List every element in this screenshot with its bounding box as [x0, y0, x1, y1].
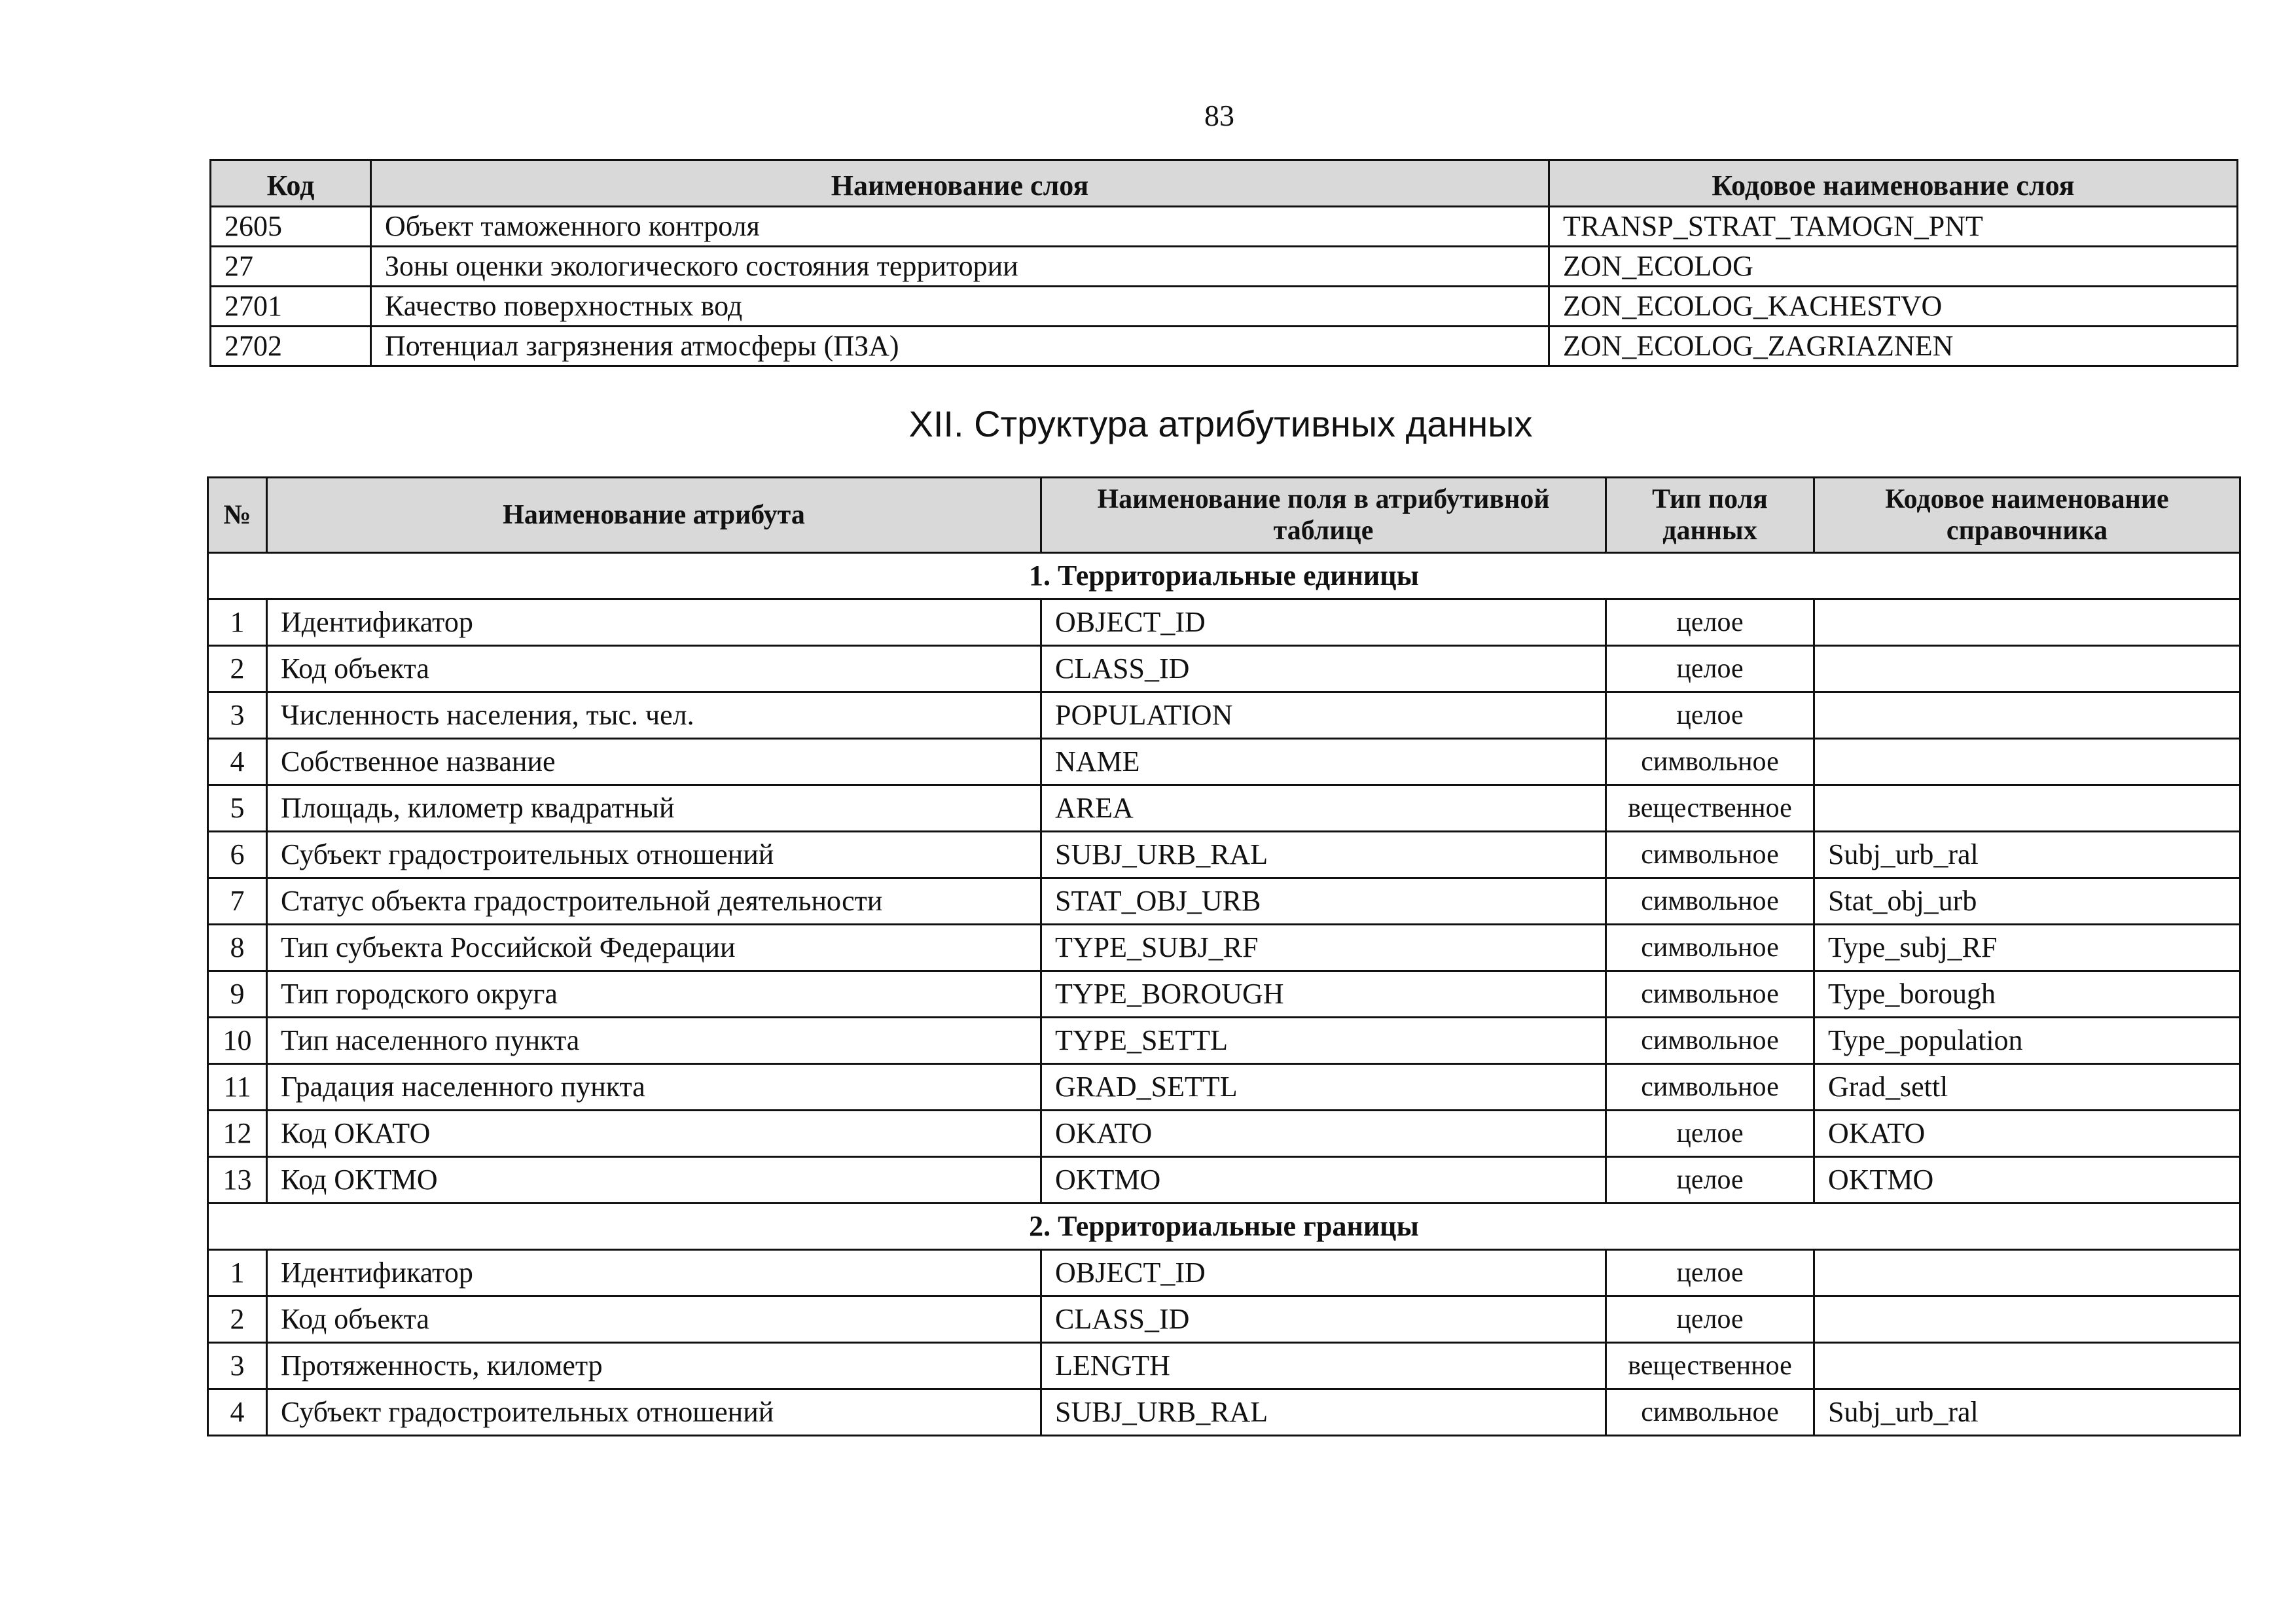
attribute-row [208, 599, 2240, 646]
attr-name: Код объекта [267, 646, 1041, 692]
attr-field: CLASS_ID [1041, 646, 1606, 692]
attribute-row [208, 971, 2240, 1018]
attr-field: TYPE_SETTL [1041, 1018, 1606, 1064]
attribute-row [208, 1018, 2240, 1064]
attr-type: целое [1606, 692, 1814, 739]
attr-num: 3 [208, 1343, 267, 1389]
layers-header-code-name: Кодовое наименование слоя [1549, 160, 2238, 207]
attribute-row [208, 739, 2240, 785]
attr-type: символьное [1606, 739, 1814, 785]
attr-name: Код ОКАТО [267, 1111, 1041, 1157]
attributes-header-type: Тип поля данных [1606, 478, 1814, 553]
layers-row [211, 247, 2238, 287]
attr-name: Идентификатор [267, 1250, 1041, 1296]
attr-num: 10 [208, 1018, 267, 1064]
attributes-header-field: Наименование поля в атрибутивной таблице [1041, 478, 1606, 553]
layer-code: 27 [211, 247, 371, 287]
attr-num: 11 [208, 1064, 267, 1111]
attr-dict [1814, 739, 2240, 785]
attr-num: 5 [208, 785, 267, 832]
attribute-row [208, 878, 2240, 925]
layer-code-name: ZON_ECOLOG_KACHESTVO [1549, 287, 2238, 327]
layers-header-name: Наименование слоя [371, 160, 1549, 207]
attr-num: 2 [208, 646, 267, 692]
attributes-header-num: № [208, 478, 267, 553]
attribute-row [208, 646, 2240, 692]
attr-name: Собственное название [267, 739, 1041, 785]
attr-type: символьное [1606, 971, 1814, 1018]
layer-name: Потенциал загрязнения атмосферы (ПЗА) [371, 327, 1549, 366]
attributes-header-name: Наименование атрибута [267, 478, 1041, 553]
attr-field: OKTMO [1041, 1157, 1606, 1204]
attr-dict: Subj_urb_ral [1814, 1389, 2240, 1436]
layers-header-row [211, 160, 2238, 207]
attr-type: символьное [1606, 1064, 1814, 1111]
attr-name: Тип городского округа [267, 971, 1041, 1018]
attr-type: вещественное [1606, 1343, 1814, 1389]
attr-dict: Type_borough [1814, 971, 2240, 1018]
attr-field: GRAD_SETTL [1041, 1064, 1606, 1111]
attr-name: Код объекта [267, 1296, 1041, 1343]
attr-field: OKATO [1041, 1111, 1606, 1157]
layer-code-name: TRANSP_STRAT_TAMOGN_PNT [1549, 207, 2238, 247]
attribute-row [208, 785, 2240, 832]
attr-field: TYPE_SUBJ_RF [1041, 925, 1606, 971]
attr-dict [1814, 599, 2240, 646]
layer-code-name: ZON_ECOLOG_ZAGRIAZNEN [1549, 327, 2238, 366]
attribute-row [208, 1343, 2240, 1389]
attr-num: 9 [208, 971, 267, 1018]
attribute-row [208, 1296, 2240, 1343]
layer-name: Объект таможенного контроля [371, 207, 1549, 247]
attr-field: STAT_OBJ_URB [1041, 878, 1606, 925]
attr-name: Субъект градостроительных отношений [267, 832, 1041, 878]
attr-num: 3 [208, 692, 267, 739]
attr-field: TYPE_BOROUGH [1041, 971, 1606, 1018]
attr-type: символьное [1606, 1389, 1814, 1436]
attr-type: целое [1606, 1296, 1814, 1343]
attr-type: целое [1606, 1250, 1814, 1296]
layers-row [211, 287, 2238, 327]
attr-dict: Stat_obj_urb [1814, 878, 2240, 925]
attribute-row [208, 925, 2240, 971]
attr-num: 6 [208, 832, 267, 878]
attribute-row [208, 1389, 2240, 1436]
layer-code: 2701 [211, 287, 371, 327]
attr-dict: Type_population [1814, 1018, 2240, 1064]
attr-num: 12 [208, 1111, 267, 1157]
attr-name: Субъект градостроительных отношений [267, 1389, 1041, 1436]
attributes-body [208, 553, 2240, 1436]
layers-row [211, 327, 2238, 366]
group-header-row [208, 553, 2240, 599]
attribute-row [208, 1111, 2240, 1157]
attr-num: 13 [208, 1157, 267, 1204]
attributes-header-dict: Кодовое наименование справочника [1814, 478, 2240, 553]
attribute-row [208, 1064, 2240, 1111]
attr-dict [1814, 692, 2240, 739]
layer-name: Зоны оценки экологического состояния территории [371, 247, 1549, 287]
attr-type: целое [1606, 646, 1814, 692]
attr-name: Тип субъекта Российской Федерации [267, 925, 1041, 971]
attr-name: Протяженность, километр [267, 1343, 1041, 1389]
attr-type: целое [1606, 1157, 1814, 1204]
attr-field: SUBJ_URB_RAL [1041, 832, 1606, 878]
attr-type: символьное [1606, 1018, 1814, 1064]
group-title: 1. Территориальные единицы [208, 553, 2240, 599]
attr-dict [1814, 1296, 2240, 1343]
layer-code: 2605 [211, 207, 371, 247]
attr-type: символьное [1606, 878, 1814, 925]
attr-field: OBJECT_ID [1041, 1250, 1606, 1296]
attr-field: POPULATION [1041, 692, 1606, 739]
attr-name: Статус объекта градостроительной деятельности [267, 878, 1041, 925]
layers-table [209, 159, 2238, 367]
attr-num: 2 [208, 1296, 267, 1343]
attr-type: символьное [1606, 925, 1814, 971]
attr-dict: Type_subj_RF [1814, 925, 2240, 971]
attr-dict [1814, 785, 2240, 832]
attribute-row [208, 692, 2240, 739]
group-title: 2. Территориальные границы [208, 1204, 2240, 1250]
attr-num: 4 [208, 1389, 267, 1436]
attr-dict: Subj_urb_ral [1814, 832, 2240, 878]
attr-dict [1814, 646, 2240, 692]
attr-field: AREA [1041, 785, 1606, 832]
layer-code-name: ZON_ECOLOG [1549, 247, 2238, 287]
section-title: XII. Структура атрибутивных данных [908, 403, 1533, 444]
group-header-row [208, 1204, 2240, 1250]
attribute-row [208, 832, 2240, 878]
layer-code: 2702 [211, 327, 371, 366]
attr-num: 1 [208, 1250, 267, 1296]
attr-name: Площадь, километр квадратный [267, 785, 1041, 832]
attr-field: CLASS_ID [1041, 1296, 1606, 1343]
attr-field: LENGTH [1041, 1343, 1606, 1389]
attr-dict [1814, 1250, 2240, 1296]
attr-dict [1814, 1343, 2240, 1389]
attr-name: Градация населенного пункта [267, 1064, 1041, 1111]
layers-row [211, 207, 2238, 247]
page-number: 83 [1204, 99, 1234, 132]
attr-field: OBJECT_ID [1041, 599, 1606, 646]
attr-field: NAME [1041, 739, 1606, 785]
attr-name: Тип населенного пункта [267, 1018, 1041, 1064]
attr-type: вещественное [1606, 785, 1814, 832]
attr-num: 1 [208, 599, 267, 646]
attr-type: символьное [1606, 832, 1814, 878]
attr-dict: OKATO [1814, 1111, 2240, 1157]
layer-name: Качество поверхностных вод [371, 287, 1549, 327]
attr-dict: Grad_settl [1814, 1064, 2240, 1111]
layers-body [211, 207, 2238, 366]
attr-num: 7 [208, 878, 267, 925]
attr-dict: OKTMO [1814, 1157, 2240, 1204]
attribute-row [208, 1157, 2240, 1204]
attributes-table [207, 476, 2241, 1436]
attr-field: SUBJ_URB_RAL [1041, 1389, 1606, 1436]
attr-name: Код ОКТМО [267, 1157, 1041, 1204]
attr-type: целое [1606, 599, 1814, 646]
attr-num: 4 [208, 739, 267, 785]
attr-name: Численность населения, тыс. чел. [267, 692, 1041, 739]
attribute-row [208, 1250, 2240, 1296]
attr-num: 8 [208, 925, 267, 971]
attr-name: Идентификатор [267, 599, 1041, 646]
attr-type: целое [1606, 1111, 1814, 1157]
layers-header-code: Код [211, 160, 371, 207]
attributes-header-row [208, 478, 2240, 553]
